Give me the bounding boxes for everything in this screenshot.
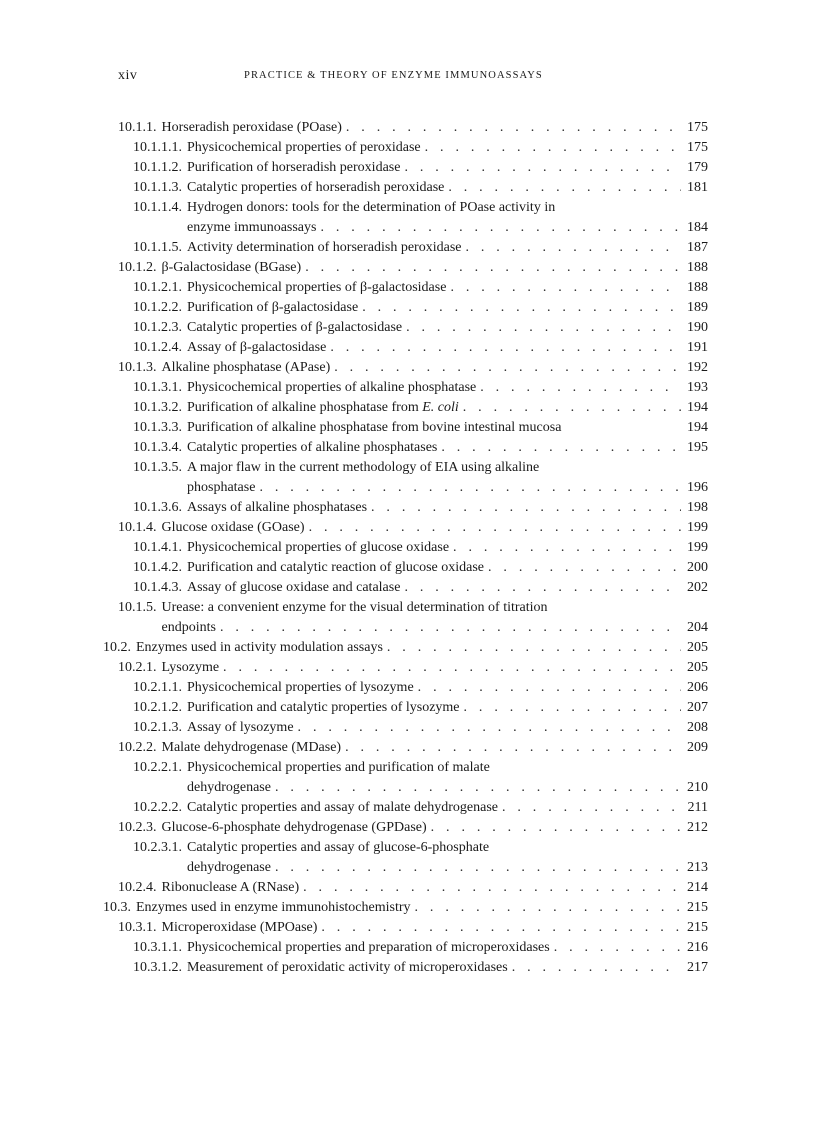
toc-title: Purification of β-galactosidase bbox=[187, 300, 359, 315]
toc-title: Glucose oxidase (GOase) bbox=[161, 520, 305, 535]
toc-page: 179 bbox=[687, 160, 708, 175]
toc-title: Urease: a convenient enzyme for the visual determination of titration bbox=[161, 600, 548, 615]
toc-entry-10-2-1-2[interactable] bbox=[133, 698, 708, 718]
dot-leader bbox=[448, 178, 681, 198]
dot-leader bbox=[404, 158, 681, 178]
toc-entry-10-2-3-1[interactable] bbox=[133, 838, 708, 858]
toc-page: 206 bbox=[687, 680, 708, 695]
dot-leader bbox=[512, 958, 681, 978]
running-title: PRACTICE & THEORY OF ENZYME IMMUNOASSAYS bbox=[244, 70, 543, 81]
toc-title: Ribonuclease A (RNase) bbox=[161, 880, 300, 895]
toc-title: Assays of alkaline phosphatases bbox=[187, 500, 368, 515]
toc-number: 10.3.1.2. bbox=[133, 960, 182, 975]
toc-title: Catalytic properties of β-galactosidase bbox=[187, 320, 403, 335]
toc-page: 207 bbox=[687, 700, 708, 715]
toc-title: A major flaw in the current methodology of EIA using alkaline bbox=[187, 460, 540, 475]
dot-leader bbox=[488, 558, 681, 578]
toc-page: 217 bbox=[687, 960, 708, 975]
toc-entry-10-2-2-1-cont bbox=[133, 778, 708, 798]
toc-number: 10.3.1. bbox=[118, 920, 157, 935]
toc-number: 10.2.2.1. bbox=[133, 760, 182, 775]
toc-number: 10.1.4.3. bbox=[133, 580, 182, 595]
toc-entry-10-2-4[interactable] bbox=[118, 878, 708, 898]
toc-title: Assay of glucose oxidase and catalase bbox=[187, 580, 401, 595]
dot-leader bbox=[275, 858, 681, 878]
toc-title: Purification and catalytic reaction of glucose oxidase bbox=[187, 560, 485, 575]
toc-number: 10.2.4. bbox=[118, 880, 157, 895]
toc-entry-10-2-1-3[interactable] bbox=[133, 718, 708, 738]
toc-title-continued: phosphatase bbox=[187, 480, 256, 495]
toc-page: 211 bbox=[687, 800, 708, 815]
toc-entry-10-2-2-1[interactable] bbox=[133, 758, 708, 778]
toc-title: Physicochemical properties and preparation of microperoxidases bbox=[187, 940, 550, 955]
toc-title: Activity determination of horseradish peroxidase bbox=[187, 240, 462, 255]
toc-page: 208 bbox=[687, 720, 708, 735]
toc-number: 10.1.1.1. bbox=[133, 140, 182, 155]
toc-number: 10.1.3.3. bbox=[133, 420, 182, 435]
toc-title: Catalytic properties and assay of glucose-6-phosphate bbox=[187, 840, 490, 855]
toc-entry-10-1-1-5[interactable] bbox=[133, 238, 708, 258]
dot-leader bbox=[554, 938, 681, 958]
toc-page: 188 bbox=[687, 280, 708, 295]
toc-page: 195 bbox=[687, 440, 708, 455]
toc-entry-10-3[interactable] bbox=[103, 898, 708, 918]
dot-leader bbox=[220, 618, 681, 638]
toc-number: 10.1.2. bbox=[118, 260, 157, 275]
toc-title-continued: endpoints bbox=[161, 620, 216, 635]
toc-entry-10-2-1-1[interactable] bbox=[133, 678, 708, 698]
toc-entry-10-1-2-4[interactable] bbox=[133, 338, 708, 358]
toc-page: 187 bbox=[687, 240, 708, 255]
dot-leader bbox=[223, 658, 681, 678]
toc-title: Assay of β-galactosidase bbox=[187, 340, 327, 355]
toc-page: 213 bbox=[687, 860, 708, 875]
toc-entry-10-1-4-1[interactable] bbox=[133, 538, 708, 558]
toc-entry-10-2-2[interactable] bbox=[118, 738, 708, 758]
toc-entry-10-2-3-1-cont bbox=[133, 858, 708, 878]
toc-page: 191 bbox=[687, 340, 708, 355]
toc-number: 10.1.3.6. bbox=[133, 500, 182, 515]
toc-title: β-Galactosidase (BGase) bbox=[161, 260, 302, 275]
toc-entry-10-1-3-3[interactable] bbox=[133, 418, 708, 438]
toc-entry-10-1-2-2[interactable] bbox=[133, 298, 708, 318]
toc-entry-10-2[interactable] bbox=[103, 638, 708, 658]
toc-title-continued: dehydrogenase bbox=[187, 780, 271, 795]
toc-number: 10.1.2.2. bbox=[133, 300, 182, 315]
dot-leader bbox=[450, 278, 681, 298]
toc-entry-10-1-3-5-cont bbox=[133, 478, 708, 498]
running-header bbox=[118, 68, 708, 88]
toc-page: 193 bbox=[687, 380, 708, 395]
dot-leader bbox=[346, 118, 681, 138]
dot-leader bbox=[303, 878, 681, 898]
toc-entry-10-1-2-1[interactable] bbox=[133, 278, 708, 298]
toc-entry-10-1-2[interactable] bbox=[118, 258, 708, 278]
toc-number: 10.2. bbox=[103, 640, 131, 655]
toc-page: 190 bbox=[687, 320, 708, 335]
toc-page: 214 bbox=[687, 880, 708, 895]
dot-leader bbox=[275, 778, 681, 798]
dot-leader bbox=[480, 378, 681, 398]
toc-number: 10.1.2.1. bbox=[133, 280, 182, 295]
toc-number: 10.2.2. bbox=[118, 740, 157, 755]
toc-title-continued: enzyme immunoassays bbox=[187, 220, 317, 235]
toc-page: 204 bbox=[687, 620, 708, 635]
toc-number: 10.1.1.4. bbox=[133, 200, 182, 215]
toc-title: Glucose-6-phosphate dehydrogenase (GPDase) bbox=[161, 820, 427, 835]
toc-page: 212 bbox=[687, 820, 708, 835]
toc-entry-10-1-3-1[interactable] bbox=[133, 378, 708, 398]
toc-page: 175 bbox=[687, 120, 708, 135]
dot-leader bbox=[441, 438, 681, 458]
toc-entry-10-1-3[interactable] bbox=[118, 358, 708, 378]
toc-title: Horseradish peroxidase (POase) bbox=[161, 120, 342, 135]
dot-leader bbox=[305, 258, 681, 278]
toc-number: 10.1.5. bbox=[118, 600, 157, 615]
toc-number: 10.1.1.5. bbox=[133, 240, 182, 255]
toc-number: 10.1.4.1. bbox=[133, 540, 182, 555]
toc-page: 200 bbox=[687, 560, 708, 575]
dot-leader bbox=[309, 518, 681, 538]
toc-entry-10-1-3-4[interactable] bbox=[133, 438, 708, 458]
toc-title: Physicochemical properties of alkaline phosphatase bbox=[187, 380, 477, 395]
toc-entry-10-1-1-3[interactable] bbox=[133, 178, 708, 198]
toc-page: 210 bbox=[687, 780, 708, 795]
dot-leader bbox=[415, 898, 681, 918]
toc-title: Physicochemical properties and purification of malate bbox=[187, 760, 490, 775]
toc-title: Purification of horseradish peroxidase bbox=[187, 160, 401, 175]
dot-leader bbox=[330, 338, 681, 358]
toc-page: 192 bbox=[687, 360, 708, 375]
toc-number: 10.1.2.3. bbox=[133, 320, 182, 335]
toc-entry-10-2-3[interactable] bbox=[118, 818, 708, 838]
toc-entry-10-1-1[interactable] bbox=[118, 118, 708, 138]
toc-number: 10.1.3.2. bbox=[133, 400, 182, 415]
toc-page: 189 bbox=[687, 300, 708, 315]
toc-entry-10-1-1-2[interactable] bbox=[133, 158, 708, 178]
toc-number: 10.1.4. bbox=[118, 520, 157, 535]
toc-title: Purification of alkaline phosphatase from bovine intestinal mucosa bbox=[187, 420, 562, 435]
toc-number: 10.1.1.3. bbox=[133, 180, 182, 195]
toc-page: 205 bbox=[687, 640, 708, 655]
dot-leader bbox=[334, 358, 681, 378]
dot-leader bbox=[406, 318, 681, 338]
dot-leader bbox=[387, 638, 681, 658]
toc-number: 10.3.1.1. bbox=[133, 940, 182, 955]
toc-title: Physicochemical properties of lysozyme bbox=[187, 680, 414, 695]
dot-leader bbox=[298, 718, 681, 738]
toc-number: 10.1.1.2. bbox=[133, 160, 182, 175]
toc-page: 215 bbox=[687, 920, 708, 935]
dot-leader bbox=[404, 578, 681, 598]
toc-number: 10.2.1.3. bbox=[133, 720, 182, 735]
toc-number: 10.2.3. bbox=[118, 820, 157, 835]
toc-page: 202 bbox=[687, 580, 708, 595]
toc-page: 181 bbox=[687, 180, 708, 195]
dot-leader bbox=[464, 698, 681, 718]
toc-page: 209 bbox=[687, 740, 708, 755]
dot-leader bbox=[345, 738, 681, 758]
toc-page: 199 bbox=[687, 540, 708, 555]
toc-number: 10.3. bbox=[103, 900, 131, 915]
toc-entry-10-1-4-2[interactable] bbox=[133, 558, 708, 578]
toc-entry-10-1-4[interactable] bbox=[118, 518, 708, 538]
toc-page: 205 bbox=[687, 660, 708, 675]
toc-entry-10-1-2-3[interactable] bbox=[133, 318, 708, 338]
toc-title: Assay of lysozyme bbox=[187, 720, 294, 735]
dot-leader bbox=[425, 138, 681, 158]
toc-number: 10.1.1. bbox=[118, 120, 157, 135]
toc-number: 10.1.4.2. bbox=[133, 560, 182, 575]
toc-number: 10.2.1. bbox=[118, 660, 157, 675]
dot-leader bbox=[259, 478, 681, 498]
toc-number: 10.1.3. bbox=[118, 360, 157, 375]
toc-page: 184 bbox=[687, 220, 708, 235]
toc-entry-10-3-1-1[interactable] bbox=[133, 938, 708, 958]
toc-entry-10-1-3-6[interactable] bbox=[133, 498, 708, 518]
dot-leader bbox=[371, 498, 681, 518]
toc-page: 194 bbox=[687, 400, 708, 415]
toc-title: Lysozyme bbox=[161, 660, 220, 675]
dot-leader bbox=[465, 238, 681, 258]
toc-number: 10.2.2.2. bbox=[133, 800, 182, 815]
toc-entry-10-1-5-cont bbox=[118, 618, 708, 638]
toc-title: Enzymes used in activity modulation assays bbox=[136, 640, 383, 655]
toc-entry-10-2-1[interactable] bbox=[118, 658, 708, 678]
dot-leader bbox=[502, 798, 682, 818]
toc-entry-10-1-1-1[interactable] bbox=[133, 138, 708, 158]
toc-number: 10.1.3.1. bbox=[133, 380, 182, 395]
toc-title: Physicochemical properties of glucose oxidase bbox=[187, 540, 450, 555]
toc-page: 175 bbox=[687, 140, 708, 155]
toc-title: Purification and catalytic properties of lysozyme bbox=[187, 700, 460, 715]
toc-number: 10.2.1.2. bbox=[133, 700, 182, 715]
toc-title-text: Purification of alkaline phosphatase from bbox=[187, 400, 419, 415]
toc-title: Microperoxidase (MPOase) bbox=[161, 920, 318, 935]
toc-title-continued: dehydrogenase bbox=[187, 860, 271, 875]
dot-leader bbox=[453, 538, 681, 558]
toc-title: Malate dehydrogenase (MDase) bbox=[161, 740, 342, 755]
page-number: xiv bbox=[118, 68, 138, 83]
toc-entry-10-1-3-2[interactable] bbox=[133, 398, 708, 418]
toc-page: 216 bbox=[687, 940, 708, 955]
dot-leader bbox=[362, 298, 681, 318]
toc-number: 10.1.2.4. bbox=[133, 340, 182, 355]
toc-number: 10.2.1.1. bbox=[133, 680, 182, 695]
toc-title: Catalytic properties and assay of malate dehydrogenase bbox=[187, 800, 498, 815]
toc-page: 215 bbox=[687, 900, 708, 915]
toc-title: Enzymes used in enzyme immunohistochemistry bbox=[136, 900, 411, 915]
dot-leader bbox=[431, 818, 681, 838]
toc-entry-10-1-5[interactable] bbox=[118, 598, 708, 618]
toc-title: Alkaline phosphatase (APase) bbox=[161, 360, 331, 375]
toc-number: 10.1.3.4. bbox=[133, 440, 182, 455]
toc-entry-10-1-1-4-cont bbox=[133, 218, 708, 238]
toc-entry-10-2-2-2[interactable] bbox=[133, 798, 708, 818]
toc-title: Physicochemical properties of β-galactosidase bbox=[187, 280, 447, 295]
toc-number: 10.2.3.1. bbox=[133, 840, 182, 855]
toc-title: Catalytic properties of horseradish peroxidase bbox=[187, 180, 445, 195]
toc-title: Catalytic properties of alkaline phosphatases bbox=[187, 440, 438, 455]
toc-page: 188 bbox=[687, 260, 708, 275]
toc-entry-10-1-4-3[interactable] bbox=[133, 578, 708, 598]
toc-title-italic: E. coli bbox=[422, 400, 459, 415]
toc-title: Physicochemical properties of peroxidase bbox=[187, 140, 421, 155]
dot-leader bbox=[463, 398, 681, 418]
toc-page: 198 bbox=[687, 500, 708, 515]
toc-entry-10-3-1-2[interactable] bbox=[133, 958, 708, 978]
toc-title: Hydrogen donors: tools for the determination of POase activity in bbox=[187, 200, 556, 215]
toc-page: 199 bbox=[687, 520, 708, 535]
toc-page: 194 bbox=[687, 420, 708, 435]
toc-entry-10-3-1[interactable] bbox=[118, 918, 708, 938]
toc-entry-10-1-3-5[interactable] bbox=[133, 458, 708, 478]
toc-page: 196 bbox=[687, 480, 708, 495]
dot-leader bbox=[320, 218, 681, 238]
toc-title bbox=[187, 398, 459, 418]
toc-entry-10-1-1-4[interactable] bbox=[133, 198, 708, 218]
dot-leader bbox=[418, 678, 681, 698]
toc-number: 10.1.3.5. bbox=[133, 460, 182, 475]
dot-leader bbox=[321, 918, 681, 938]
toc-title: Measurement of peroxidatic activity of microperoxidases bbox=[187, 960, 508, 975]
